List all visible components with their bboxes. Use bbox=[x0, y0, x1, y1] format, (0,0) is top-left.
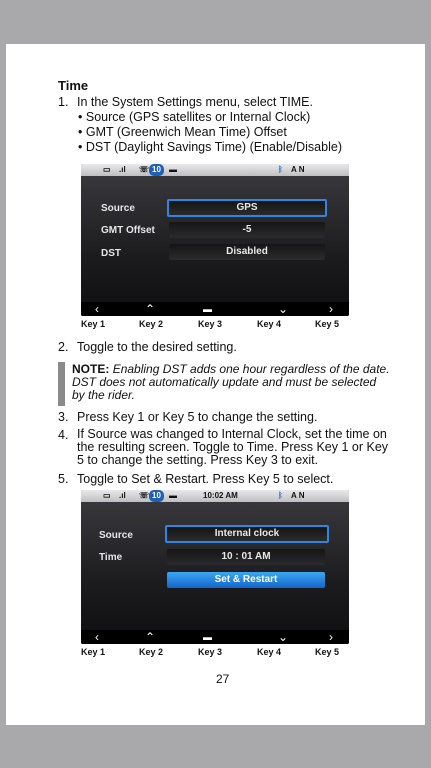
key-labels-2: Key 1 Key 2 Key 3 Key 4 Key 5 bbox=[81, 647, 340, 657]
label-dst: DST bbox=[101, 248, 121, 259]
note-bar bbox=[58, 362, 65, 406]
softkey-strip bbox=[81, 302, 349, 316]
battery-icon: ▭ bbox=[103, 491, 111, 500]
key-labels-1: Key 1 Key 2 Key 3 Key 4 Key 5 bbox=[81, 319, 340, 329]
bluetooth-icon: ᛒ bbox=[278, 165, 283, 174]
set-restart-button[interactable]: Set & Restart bbox=[167, 572, 325, 588]
message-icon: ▬ bbox=[169, 491, 177, 500]
compass-heading: A N bbox=[291, 491, 305, 500]
right-arrow-icon[interactable]: › bbox=[329, 630, 333, 644]
field-source[interactable]: GPS bbox=[167, 199, 327, 217]
softkey-strip bbox=[81, 630, 349, 644]
compass-heading: A N bbox=[291, 165, 305, 174]
status-time: 10:02 AM bbox=[203, 491, 238, 500]
down-arrow-icon[interactable]: ⌄ bbox=[278, 630, 289, 644]
list-item: • DST (Daylight Savings Time) (Enable/Disable) bbox=[78, 140, 342, 154]
note-box bbox=[58, 362, 388, 406]
status-bar bbox=[81, 164, 349, 176]
up-arrow-icon[interactable]: ⌃ bbox=[145, 630, 156, 644]
menu-icon[interactable]: ▬ bbox=[203, 632, 212, 642]
battery-icon: ▭ bbox=[103, 165, 111, 174]
menu-icon[interactable]: ▬ bbox=[203, 304, 212, 314]
label-time: Time bbox=[99, 552, 123, 563]
notification-badge: 10 bbox=[149, 490, 164, 502]
label-source: Source bbox=[101, 203, 135, 214]
phone-icon: ☏ bbox=[139, 165, 150, 174]
field-dst[interactable]: Disabled bbox=[169, 244, 325, 260]
bullet-list bbox=[78, 110, 398, 155]
list-item: • Source (GPS satellites or Internal Clock) bbox=[78, 110, 311, 124]
field-source[interactable]: Internal clock bbox=[165, 525, 329, 543]
up-arrow-icon[interactable]: ⌃ bbox=[145, 302, 156, 316]
device-screen-settings bbox=[81, 164, 349, 316]
manual-page: Time 1. In the System Settings menu, select TIME. • Source (GPS satellites or Internal Clock) • GMT (Greenwich Mean Time) Offset • DST (Daylight Savings Time) (Enable/Disable) ▭ .ıl ☏ 10 ▬ ᛒ A N Source GPS GMT Offset -5 DST Disabled ‹ ⌃ ▬ ⌄ › Key 1 Key 2 Key 3 Key 4 Key 5 2. Toggle to the desired setting. NOTE: Enabling DST adds one hour regardless of the date. DST does not automatically update and must be selected by the rider. 3. Press Key 1 or Key 5 to change the setting. 4. If Source was changed to Internal Clock, set the time on the resulting screen. Toggle to Time. Press Key 1 or Key 5 to change the setting. Press Key 3 to exit. 5. Toggle to Set & Restart. Press Key 5 to select. ▭ .ıl ☏ 10 ▬ 10:02 AM ᛒ A N Source Internal clock Time 10 : 01 AM Set & Restart ‹ ⌃ ▬ ⌄ › Key 1 Key 2 Key 3 Key 4 Key 5 27 bbox=[6, 44, 425, 725]
phone-icon: ☏ bbox=[139, 491, 150, 500]
section-heading: Time bbox=[58, 78, 89, 93]
bluetooth-icon: ᛒ bbox=[278, 491, 283, 500]
signal-icon: .ıl bbox=[119, 491, 126, 500]
page-number: 27 bbox=[216, 672, 230, 686]
field-gmt-offset[interactable]: -5 bbox=[169, 222, 325, 238]
left-arrow-icon[interactable]: ‹ bbox=[95, 630, 99, 644]
device-screen-clock bbox=[81, 490, 349, 644]
left-arrow-icon[interactable]: ‹ bbox=[95, 302, 99, 316]
note-text: NOTE: Enabling DST adds one hour regardless of the date. DST does not automatically update and must be selected by the rider. bbox=[72, 362, 390, 402]
right-arrow-icon[interactable]: › bbox=[329, 302, 333, 316]
label-source: Source bbox=[99, 530, 133, 541]
down-arrow-icon[interactable]: ⌄ bbox=[278, 302, 289, 316]
label-gmt-offset: GMT Offset bbox=[101, 225, 155, 236]
notification-badge: 10 bbox=[149, 164, 164, 176]
field-time[interactable]: 10 : 01 AM bbox=[167, 549, 325, 565]
signal-icon: .ıl bbox=[119, 165, 126, 174]
message-icon: ▬ bbox=[169, 165, 177, 174]
status-bar bbox=[81, 490, 349, 502]
list-item: • GMT (Greenwich Mean Time) Offset bbox=[78, 125, 287, 139]
